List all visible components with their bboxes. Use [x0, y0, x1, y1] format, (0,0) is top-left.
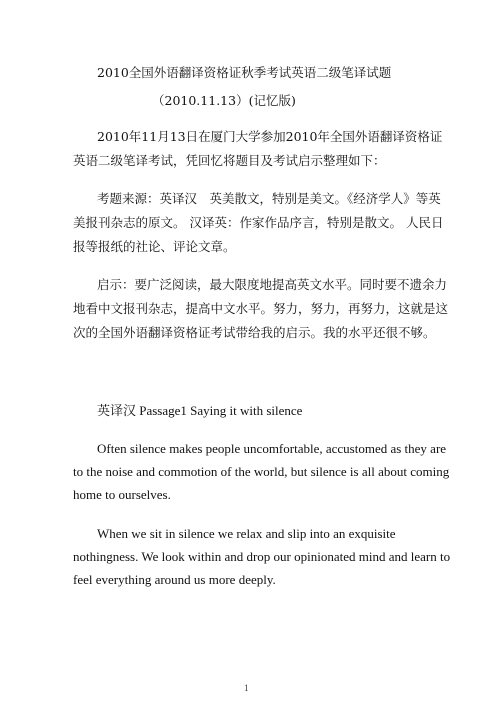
document-subtitle: （2010.11.13）(记忆版) [152, 93, 296, 108]
paragraph1-line-2: to the noise and commotion of the world, but silence is all about coming [73, 464, 450, 479]
passage-heading: 英译汉 Passage1 Saying it with silence [97, 403, 303, 418]
paragraph2-line-3: feel everything around us more deeply. [73, 572, 276, 587]
sources-line-1: 考题来源：英译汉 英美散文，特别是美文。《经济学人》等英 [97, 191, 441, 206]
sources-line-2: 美报刊杂志的原文。 汉译英：作家作品序言，特别是散文。 人民日 [73, 215, 444, 230]
sources-line-3: 报等报纸的社论、评论文章。 [73, 239, 236, 254]
paragraph1-line-3: home to ourselves. [73, 487, 171, 502]
insight-line-2: 地看中文报刊杂志，提高中文水平。努力，努力，再努力，这就是这 [73, 301, 449, 316]
paragraph2-line-1: When we sit in silence we relax and slip into an exquisite [97, 526, 396, 541]
document-title: 2010全国外语翻译资格证秋季考试英语二级笔译试题 [97, 65, 392, 80]
insight-line-3: 次的全国外语翻译资格证考试带给我的启示。我的水平还很不够。 [73, 325, 436, 340]
paragraph2-line-2: nothingness. We look within and drop our opinionated mind and learn to [73, 549, 451, 564]
insight-line-1: 启示：要广泛阅读，最大限度地提高英文水平。同时要不遗余力 [97, 277, 448, 292]
intro-line-1: 2010年11月13日在厦门大学参加2010年全国外语翻译资格证 [97, 129, 443, 144]
page-number: 1 [244, 683, 249, 693]
paragraph1-line-1: Often silence makes people uncomfortable, accustomed as they are [97, 441, 447, 456]
intro-line-2: 英语二级笔译考试，凭回忆将题目及考试启示整理如下： [73, 153, 386, 168]
